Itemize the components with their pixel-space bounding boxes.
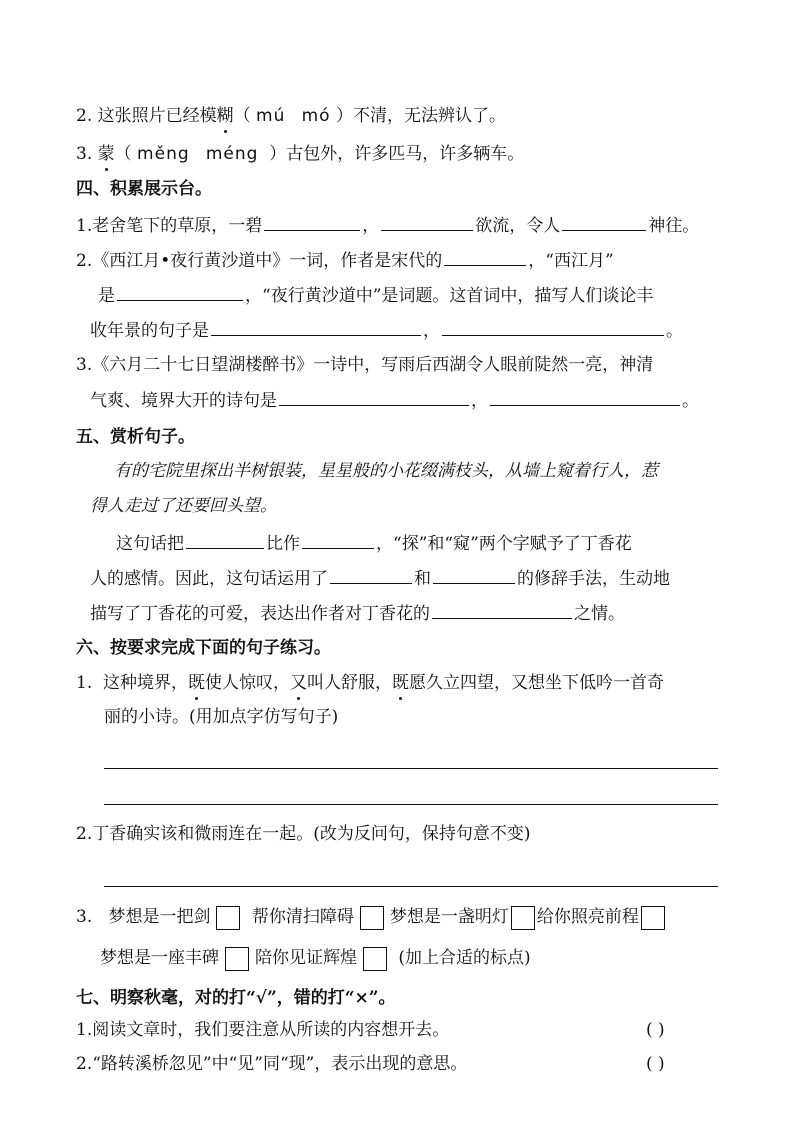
s4-q3-line1 — [76, 353, 653, 377]
question-text: 2.《西江月•夜行黄沙道中》一词，作者是宋代的 — [76, 251, 443, 271]
question-text: ， — [362, 216, 380, 236]
question-text: 梦想是一把剑 — [108, 907, 211, 927]
s5-line3 — [90, 600, 625, 626]
section-title: 五、赏析句子。 — [76, 427, 195, 447]
question-number: 3. — [76, 907, 93, 927]
answer-parentheses[interactable]: ( ) — [646, 1054, 665, 1074]
answer-blank[interactable] — [433, 565, 515, 584]
answer-blank[interactable] — [279, 387, 469, 406]
question-text: 这张照片已经模 — [97, 106, 217, 126]
question-text: 使人惊叹， — [205, 673, 291, 693]
answer-blank[interactable] — [562, 212, 646, 231]
s6-q3-line2 — [100, 946, 531, 971]
question-text: 描写了丁香花的可爱，表达出作者对丁香花的 — [90, 604, 430, 624]
quote-line: 有的宅院里探出半树银装，星星般的小花缀满枝头，从墙上窥着行人，惹 — [114, 461, 658, 481]
question-text: 气爽、境界大开的诗句是 — [90, 391, 277, 411]
question-text: 1.老舍笔下的草原，一碧 — [76, 216, 263, 236]
answer-blank[interactable] — [264, 212, 360, 231]
section-title: 六、按要求完成下面的句子练习。 — [76, 638, 331, 658]
punctuation-box[interactable] — [641, 906, 665, 930]
answer-line[interactable] — [104, 768, 718, 769]
s6-q1-line2: 丽的小诗。(用加点字仿写句子) — [104, 707, 339, 727]
question-text: (加上合适的标点) — [398, 948, 531, 968]
question-text: 比作 — [266, 534, 300, 554]
answer-parentheses[interactable]: ( ) — [646, 1020, 665, 1040]
answer-blank[interactable] — [117, 282, 243, 301]
s7-q1: 1.阅读文章时，我们要注意从所读的内容想开去。 — [76, 1020, 450, 1040]
question-text: 。 — [666, 321, 683, 341]
dotted-char: 糊 — [216, 106, 234, 126]
question-text: ，“探”和“窥”两个字赋予了丁香花 — [376, 534, 632, 554]
question-text: 神往。 — [648, 216, 700, 236]
question-text: 人的感情。因此，这句话运用了 — [90, 569, 328, 589]
question-text: 。 — [682, 391, 699, 411]
s7-q2: 2.“路转溪桥忽见”中“见”同“现”，表示出现的意思。 — [76, 1054, 468, 1074]
section-title: 七、明察秋毫，对的打“√”，错的打“×”。 — [76, 988, 396, 1008]
answer-blank[interactable] — [186, 530, 264, 549]
dotted-char: 又 — [290, 673, 308, 693]
answer-blank[interactable] — [381, 212, 473, 231]
question-text: 陪你见证辉煌 — [255, 948, 357, 968]
question-text: 梦想是一盏明灯 — [389, 907, 509, 927]
pinyin-option[interactable]: mú — [256, 106, 286, 126]
question-text: 之情。 — [574, 604, 625, 624]
paren-close: ） — [335, 106, 353, 126]
punctuation-box[interactable] — [511, 906, 535, 930]
answer-blank[interactable] — [330, 565, 412, 584]
paren-open: （ — [233, 106, 251, 126]
pinyin-option[interactable]: měng — [137, 144, 190, 164]
s6-q1-line1 — [76, 671, 664, 695]
s6-q3-line1 — [76, 905, 667, 930]
quote-line: 得人走过了还要回头望。 — [90, 496, 277, 516]
answer-blank[interactable] — [211, 317, 421, 336]
dotted-char: 既 — [188, 673, 206, 693]
s4-q2-line3 — [90, 317, 683, 343]
question-number: 1. — [76, 673, 93, 693]
s4-q3-line2 — [90, 387, 699, 413]
question-text: 叫人舒服， — [307, 673, 393, 693]
punctuation-box[interactable] — [360, 906, 384, 930]
dotted-char: 蒙 — [97, 144, 115, 164]
question-text: ， — [471, 391, 488, 411]
s4-q2-line1 — [76, 247, 614, 273]
pinyin-option[interactable]: mó — [301, 106, 331, 126]
s5-line1 — [116, 530, 632, 556]
punctuation-box[interactable] — [216, 906, 240, 930]
question-text: 梦想是一座丰碑 — [100, 948, 219, 968]
paren-open: （ — [114, 144, 132, 164]
answer-blank[interactable] — [490, 387, 680, 406]
question-text: 愿久立四望，又想坐下低吟一首奇 — [409, 673, 665, 693]
answer-blank[interactable] — [442, 317, 664, 336]
s3-q2 — [76, 104, 506, 128]
s6-q2: 2.丁香确实该和微雨连在一起。(改为反问句，保持句意不变) — [76, 824, 531, 844]
s4-q1 — [76, 212, 699, 238]
paren-close: ） — [269, 144, 287, 164]
question-text: 收年景的句子是 — [90, 321, 209, 341]
punctuation-box[interactable] — [225, 947, 249, 971]
punctuation-box[interactable] — [363, 947, 387, 971]
question-text: 和 — [414, 569, 431, 589]
question-text: 这句话把 — [116, 534, 184, 554]
question-text: ，“西江月” — [528, 251, 614, 271]
pinyin-option[interactable]: méng — [205, 144, 259, 164]
answer-line[interactable] — [104, 804, 718, 805]
section-title: 四、积累展示台。 — [76, 179, 212, 199]
question-text: 3.《六月二十七日望湖楼醉书》一诗中，写雨后西湖令人眼前陡然一亮，神清 — [76, 355, 654, 375]
answer-line[interactable] — [104, 886, 718, 887]
dotted-char: 既 — [392, 673, 410, 693]
question-text: 古包外，许多匹马，许多辆车。 — [286, 144, 525, 164]
question-text: 欲流，令人 — [475, 216, 561, 236]
question-text: ，“夜行黄沙道中”是词题。这首词中，描写人们谈论丰 — [245, 286, 654, 306]
question-number: 3. — [76, 144, 93, 164]
question-text: 给你照亮前程 — [536, 907, 639, 927]
question-text: 是 — [98, 286, 115, 306]
question-number: 2. — [76, 106, 93, 126]
answer-blank[interactable] — [444, 247, 526, 266]
question-text: 帮你清扫障碍 — [251, 907, 354, 927]
question-text: ， — [423, 321, 440, 341]
answer-blank[interactable] — [302, 530, 374, 549]
s4-q2-line2 — [98, 282, 653, 308]
question-text: 不清，无法辨认了。 — [352, 106, 506, 126]
s5-line2 — [90, 565, 670, 591]
answer-blank[interactable] — [432, 600, 572, 619]
question-text: 这种境界， — [103, 673, 189, 693]
question-text: 的修辞手法，生动地 — [517, 569, 670, 589]
s3-q3 — [76, 142, 524, 166]
